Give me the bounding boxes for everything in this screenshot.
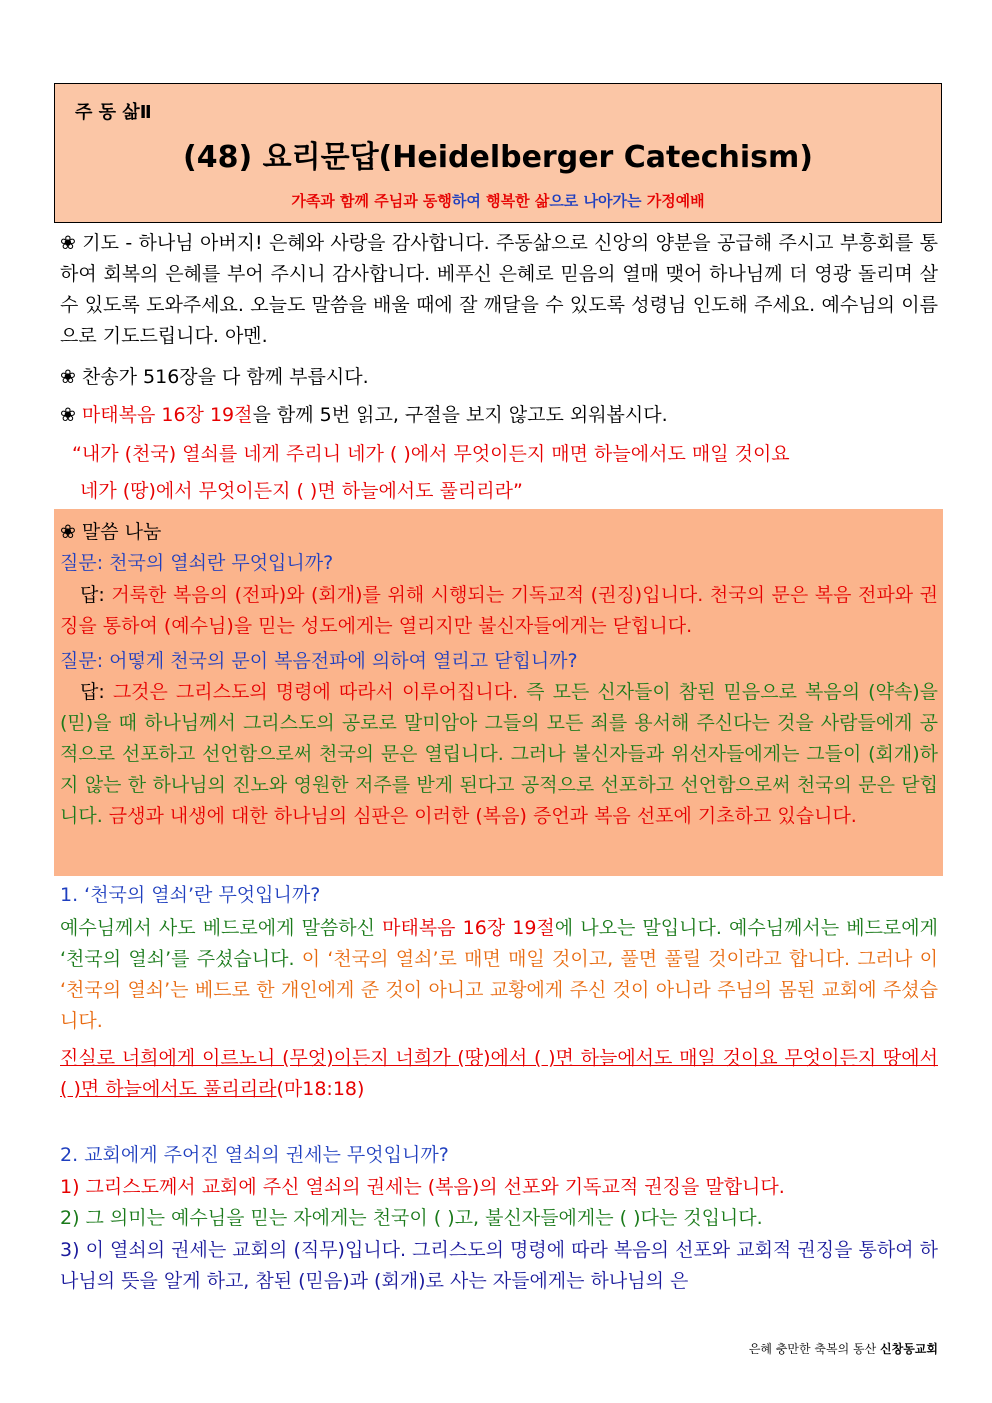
subtitle-part: 행복한 삶: [486, 192, 550, 210]
answer-1-text: 거룩한 복음의 (전파)와 (회개)를 위해 시행되는 기독교적 (권징)입니다. 천국의 문은 복음 전파와 권징을 통하여 (예수님)을 믿는 성도에게는 열리지만 불신자들에게는 닫힙니다.: [60, 584, 939, 637]
church-name: 신창동교회: [880, 1342, 938, 1356]
answer-2: [60, 677, 938, 832]
scripture-reference: 마태복음 16장 19절: [81, 404, 253, 426]
question-1: 질문: 천국의 열쇠란 무엇입니까?: [60, 552, 334, 574]
answer-1: [60, 580, 938, 642]
page-subtitle: [55, 190, 941, 211]
memory-instruction: [60, 400, 668, 431]
memory-verse-line: 네가 (땅)에서 무엇이든지 ( )면 하늘에서도 풀리리라”: [80, 480, 523, 502]
memory-verse-line: “내가 (천국) 열쇠를 네게 주리니 네가 ( )에서 무엇이든지 매면 하늘에서도 매일 것이요: [72, 443, 790, 465]
page-title: (48) 요리문답(Heidelberger Catechism): [183, 140, 813, 175]
subtitle-part: 가족과 함께: [291, 192, 375, 210]
subtitle-part: 하여: [451, 192, 487, 210]
sharing-heading-text: 말씀 나눔: [81, 521, 162, 543]
section-1-orange-text: 이 ‘천국의 열쇠’로 매면 매일 것이고, 풀면 풀릴 것이라고 합니다. 그러나 이 ‘천국의 열쇠’는 베드로 한 개인에게 준 것이 아니고 교황에게 주신 것이 아니라 주님의 몸된 교회에 주셨습니다.: [60, 948, 939, 1032]
subtitle-part: 주님과 동행: [374, 192, 452, 210]
answer-2-green: 즉 모든 신자들이 참된 믿음으로 복음의 (약속)을 (믿)을 때 하나님께서 그리스도의 공로로 말미암아 그들의 모든 죄를 용서해 주신다는 것을 사람들에게 공적으로 선포하고 선언함으로써 천국의 문은 열립니다. 그러나 불신자들과 위선자들에게는 그들이 (회개)하지 않는 한 하나님의 진노와 영원한 저주를 받게 된다고 공적으로 선포하고 선언함으로써 천국의 문은 닫힙니다.: [60, 681, 938, 827]
hymn-line: [60, 362, 369, 393]
series-label: 주 동 삶Ⅱ: [75, 102, 152, 123]
hymn-text: 찬송가 516장을 다 함께 부릅시다.: [81, 366, 369, 388]
section-1-verse: [60, 1043, 938, 1105]
flower-bullet-icon: ❀: [60, 521, 76, 543]
sharing-heading: [60, 517, 161, 548]
footer-motto: 은혜 충만한 축복의 동산: [748, 1342, 881, 1356]
verse-reference: (마18:18): [276, 1078, 365, 1100]
flower-bullet-icon: ❀: [60, 232, 77, 254]
memory-instruction-text: 을 함께 5번 읽고, 구절을 보지 않고도 외워봅시다.: [252, 404, 668, 426]
answer-2-red-2: 금생과 내생에 대한 하나님의 심판은 이러한 (복음) 증언과 복음 선포에 기초하고 있습니다.: [102, 805, 857, 827]
subtitle-part: 으로 나아가는: [549, 192, 647, 210]
header-box: [54, 83, 942, 223]
section-2-item: 1) 그리스도께서 교회에 주신 열쇠의 권세는 (복음)의 선포와 기독교적 권징을 말합니다.: [60, 1176, 785, 1198]
verse-text: 진실로 너희에게 이르노니 (무엇)이든지 너희가 (땅)에서 ( )면 하늘에서도 매일 것이요 무엇이든지 땅에서 ( )면 하늘에서도 풀리리라: [60, 1047, 938, 1100]
flower-bullet-icon: ❀: [60, 366, 76, 388]
section-2-heading: 2. 교회에게 주어진 열쇠의 권세는 무엇입니까?: [60, 1144, 449, 1166]
flower-bullet-icon: ❀: [60, 404, 76, 426]
section-1-text: 에 나오는 말입니다. 예수님께서는 베드로에게 ‘천국의 열쇠’를 주셨습니다.: [60, 917, 938, 970]
section-2-item: 3) 이 열쇠의 권세는 교회의 (직무)입니다. 그리스도의 명령에 따라 복음의 선포와 교회적 권징을 통하여 하나님의 뜻을 알게 하고, 참된 (믿음)과 (회개)로 사는 자들에게는 하나님의 은: [60, 1239, 938, 1292]
section-1-body: [60, 913, 938, 1037]
section-2-item: 2) 그 의미는 예수님을 믿는 자에게는 천국이 ( )고, 불신자들에게는 ( )다는 것입니다.: [60, 1207, 763, 1229]
prayer-paragraph: [60, 228, 938, 352]
section-1-heading: 1. ‘천국의 열쇠’란 무엇입니까?: [60, 884, 321, 906]
section-1-text: 예수님께서 사도 베드로에게 말씀하신: [60, 917, 383, 939]
answer-label: 답:: [80, 584, 112, 606]
question-2: 질문: 어떻게 천국의 문이 복음전파에 의하여 열리고 닫힙니까?: [60, 650, 578, 672]
subtitle-part: 가정예배: [646, 192, 705, 210]
scripture-reference: 마태복음 16장 19절: [382, 917, 555, 939]
footer: [749, 1340, 938, 1357]
prayer-text: 기도 - 하나님 아버지! 은혜와 사랑을 감사합니다. 주동삶으로 신앙의 양분을 공급해 주시고 부흥회를 통하여 회복의 은혜를 부어 주시니 감사합니다. 베푸신 은혜로 믿음의 열매 맺어 하나님께 더 영광 돌리며 살 수 있도록 도와주세요. 오늘도 말씀을 배울 때에 잘 깨달을 수 있도록 성령님 인도해 주세요. 예수님의 이름으로 기도드립니다. 아멘.: [60, 232, 939, 347]
answer-2-red: 그것은 그리스도의 명령에 따라서 이루어집니다.: [112, 681, 519, 703]
answer-label: 답:: [80, 681, 113, 703]
